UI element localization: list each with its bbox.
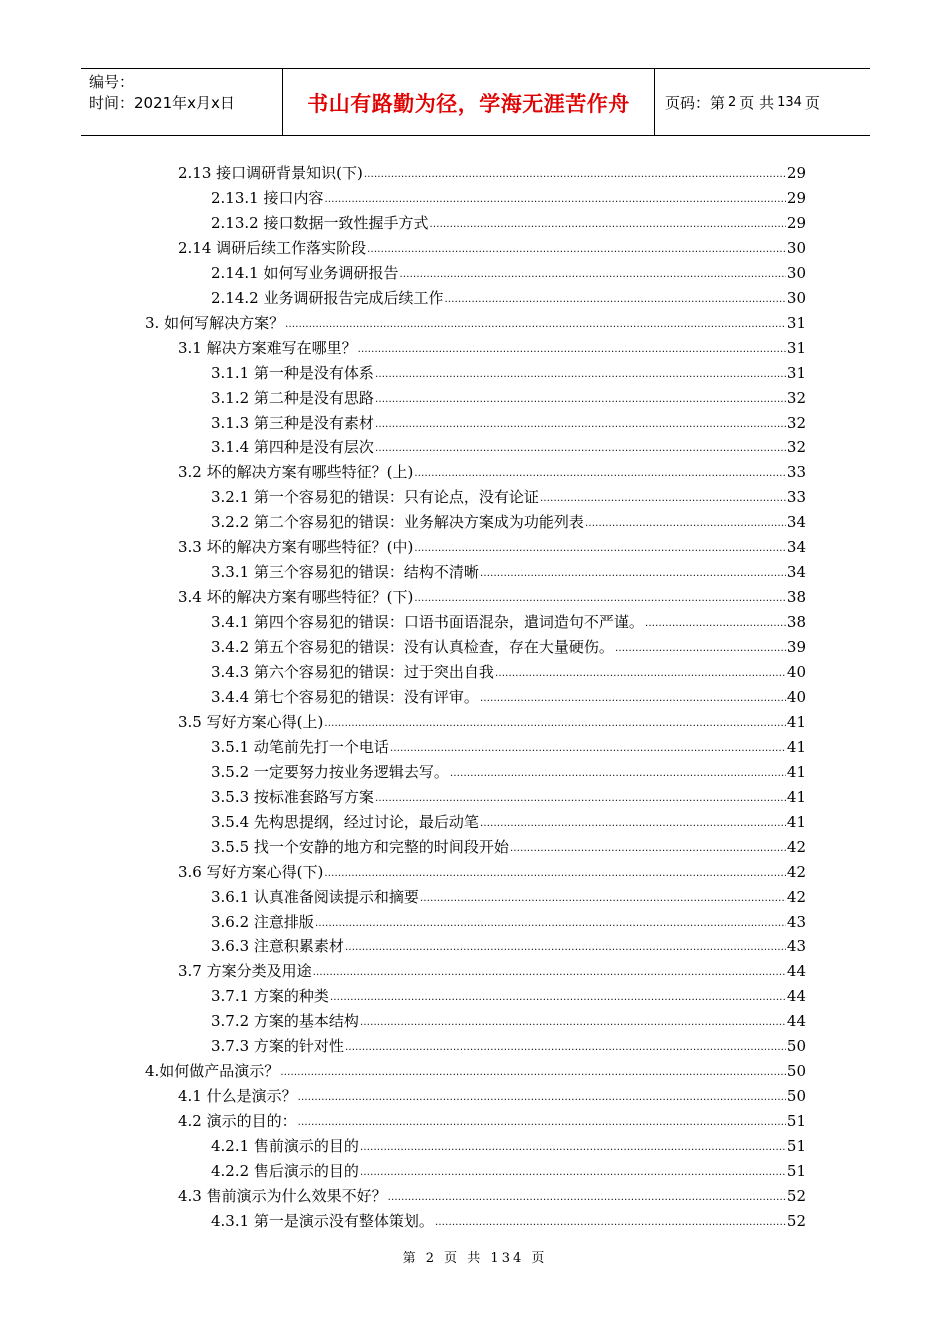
toc-entry[interactable] bbox=[211, 1006, 806, 1031]
toc-entry[interactable] bbox=[211, 432, 806, 457]
page-header bbox=[81, 68, 870, 136]
toc-entry-page: 34 bbox=[786, 563, 806, 582]
document-time: 时间：2021年x月x日 bbox=[89, 94, 235, 112]
toc-leader-dots bbox=[360, 1165, 786, 1181]
toc-leader-dots bbox=[360, 1015, 786, 1031]
toc-entry[interactable] bbox=[211, 757, 806, 782]
toc-entry-page: 52 bbox=[786, 1211, 806, 1230]
toc-entry-page: 40 bbox=[786, 687, 806, 706]
toc-leader-dots bbox=[330, 990, 786, 1006]
toc-entry-page: 38 bbox=[786, 613, 806, 632]
toc-entry-page: 41 bbox=[786, 737, 806, 756]
toc-leader-dots bbox=[298, 1090, 786, 1106]
toc-leader-dots bbox=[358, 342, 786, 358]
toc-leader-dots bbox=[480, 691, 786, 707]
toc-leader-dots bbox=[390, 741, 786, 757]
toc-leader-dots bbox=[367, 242, 786, 258]
toc-entry[interactable] bbox=[211, 408, 806, 433]
toc-entry[interactable] bbox=[211, 882, 806, 907]
toc-entry-title: 2.13 接口调研背景知识(下) bbox=[178, 164, 363, 182]
toc-entry-page: 39 bbox=[786, 638, 806, 657]
toc-leader-dots bbox=[315, 916, 786, 932]
toc-entry-title: 3.7.3 方案的针对性 bbox=[211, 1037, 344, 1056]
toc-leader-dots bbox=[450, 766, 786, 782]
toc-entry[interactable] bbox=[211, 832, 806, 857]
page-total: 134 bbox=[777, 94, 802, 110]
toc-entry-title: 3.4 坏的解决方案有哪些特征？(下) bbox=[178, 588, 414, 607]
toc-leader-dots bbox=[429, 217, 785, 233]
toc-leader-dots bbox=[360, 1140, 786, 1156]
toc-entry-title: 4.2.2 售后演示的目的 bbox=[211, 1162, 359, 1180]
toc-entry-page: 34 bbox=[786, 538, 806, 557]
toc-leader-dots bbox=[375, 392, 786, 408]
page-mid: 页 共 bbox=[739, 93, 775, 112]
header-page-number bbox=[655, 69, 870, 135]
toc-leader-dots bbox=[399, 267, 785, 283]
toc-leader-dots bbox=[324, 192, 785, 208]
toc-entry-title: 3.6.2 注意排版 bbox=[211, 912, 314, 931]
header-meta bbox=[81, 69, 283, 135]
toc-entry-title: 3.3.1 第三个容易犯的错误：结构不清晰 bbox=[211, 563, 479, 582]
toc-entry[interactable] bbox=[178, 1181, 806, 1206]
toc-entry-page: 43 bbox=[786, 912, 806, 931]
toc-entry-title: 3. 如何写解决方案？ bbox=[145, 313, 285, 332]
toc-entry-title: 3.1 解决方案难写在哪里？ bbox=[178, 338, 357, 357]
toc-entry-page: 42 bbox=[786, 862, 806, 881]
toc-leader-dots bbox=[435, 1215, 786, 1231]
toc-entry[interactable] bbox=[211, 208, 806, 233]
toc-entry[interactable] bbox=[211, 1131, 806, 1156]
toc-entry[interactable] bbox=[211, 682, 806, 707]
toc-entry-title: 3.4.4 第七个容易犯的错误：没有评审。 bbox=[211, 687, 479, 706]
toc-entry-title: 3.2.1 第一个容易犯的错误：只有论点，没有论证 bbox=[211, 488, 539, 507]
toc-entry[interactable] bbox=[211, 482, 806, 507]
page-suffix: 页 bbox=[804, 93, 820, 112]
toc-entry-page: 31 bbox=[786, 338, 806, 357]
toc-entry-title: 2.13.2 接口数据一致性握手方式 bbox=[211, 213, 429, 232]
toc-entry-page: 41 bbox=[786, 712, 806, 731]
toc-entry-title: 4.2.1 售前演示的目的 bbox=[211, 1137, 359, 1156]
toc-entry-title: 3.3 坏的解决方案有哪些特征？(中) bbox=[178, 538, 414, 557]
toc-entry-page: 50 bbox=[786, 1037, 806, 1056]
toc-entry-title: 4.3 售前演示为什么效果不好？ bbox=[178, 1186, 387, 1205]
toc-entry-title: 3.1.2 第二种是没有思路 bbox=[211, 388, 374, 407]
toc-entry-page: 41 bbox=[786, 812, 806, 831]
toc-leader-dots bbox=[280, 1065, 786, 1081]
toc-entry-title: 3.1.3 第三种是没有素材 bbox=[211, 413, 374, 432]
toc-entry[interactable] bbox=[211, 557, 806, 582]
toc-leader-dots bbox=[615, 641, 786, 657]
toc-entry[interactable] bbox=[211, 981, 806, 1006]
toc-leader-dots bbox=[480, 816, 786, 832]
toc-leader-dots bbox=[414, 591, 786, 607]
toc-leader-dots bbox=[495, 666, 786, 682]
toc-entry-page: 51 bbox=[786, 1112, 806, 1131]
toc-entry-title: 3.6.3 注意积累素材 bbox=[211, 937, 344, 956]
toc-entry[interactable] bbox=[211, 507, 806, 532]
toc-entry-title: 3.6 写好方案心得(下) bbox=[178, 862, 324, 881]
toc-entry-page: 51 bbox=[786, 1137, 806, 1156]
header-motto-cell bbox=[283, 69, 655, 135]
toc-entry[interactable] bbox=[211, 283, 806, 308]
toc-entry-title: 3.4.2 第五个容易犯的错误：没有认真检查，存在大量硬伤。 bbox=[211, 638, 614, 657]
toc-entry-page: 33 bbox=[786, 463, 806, 482]
toc-leader-dots bbox=[324, 866, 786, 882]
toc-entry-title: 2.14.2 业务调研报告完成后续工作 bbox=[211, 288, 444, 307]
toc-entry-page: 29 bbox=[786, 164, 806, 182]
toc-entry-title: 4.2 演示的目的： bbox=[178, 1112, 297, 1131]
toc-entry-page: 34 bbox=[786, 513, 806, 532]
toc-leader-dots bbox=[324, 716, 786, 732]
toc-leader-dots bbox=[345, 940, 786, 956]
toc-leader-dots bbox=[375, 791, 786, 807]
toc-entry[interactable] bbox=[178, 532, 806, 557]
toc-leader-dots bbox=[298, 1115, 786, 1131]
toc-entry-page: 44 bbox=[786, 962, 806, 981]
toc-entry-page: 50 bbox=[786, 1062, 806, 1081]
toc-leader-dots bbox=[285, 317, 786, 333]
toc-entry[interactable] bbox=[211, 782, 806, 807]
toc-leader-dots bbox=[645, 616, 786, 632]
toc-entry[interactable] bbox=[211, 1156, 806, 1181]
toc-leader-dots bbox=[313, 965, 786, 981]
toc-entry-page: 43 bbox=[786, 937, 806, 956]
toc-entry[interactable] bbox=[178, 956, 806, 981]
toc-entry-page: 32 bbox=[786, 388, 806, 407]
toc-entry-page: 52 bbox=[786, 1186, 806, 1205]
toc-entry-page: 30 bbox=[786, 238, 806, 257]
toc-entry-title: 2.14 调研后续工作落实阶段 bbox=[178, 238, 367, 257]
toc-entry[interactable] bbox=[211, 1206, 806, 1231]
toc-entry-title: 3.5 写好方案心得(上) bbox=[178, 712, 324, 731]
toc-entry-page: 38 bbox=[786, 588, 806, 607]
toc-entry[interactable] bbox=[211, 607, 806, 632]
toc-entry-title: 4.3.1 第一是演示没有整体策划。 bbox=[211, 1211, 434, 1230]
toc-entry-page: 32 bbox=[786, 438, 806, 457]
toc-entry-page: 40 bbox=[786, 663, 806, 681]
header-motto: 书山有路勤为径，学海无涯苦作舟 bbox=[307, 92, 630, 116]
toc-entry-page: 42 bbox=[786, 837, 806, 856]
toc-entry-page: 33 bbox=[786, 488, 806, 507]
toc-leader-dots bbox=[388, 1190, 786, 1206]
toc-leader-dots bbox=[375, 441, 786, 457]
toc-entry-title: 3.5.3 按标准套路写方案 bbox=[211, 787, 374, 806]
toc-leader-dots bbox=[414, 541, 786, 557]
toc-entry-page: 31 bbox=[786, 363, 806, 382]
toc-entry-page: 42 bbox=[786, 887, 806, 906]
toc-entry-page: 51 bbox=[786, 1162, 806, 1180]
toc-entry-title: 4.如何做产品演示？ bbox=[145, 1062, 280, 1081]
toc-entry[interactable] bbox=[145, 1056, 806, 1081]
toc-entry[interactable] bbox=[211, 632, 806, 657]
toc-entry[interactable] bbox=[145, 308, 806, 333]
toc-entry[interactable] bbox=[178, 1081, 806, 1106]
toc-entry[interactable] bbox=[178, 582, 806, 607]
toc-entry-title: 3.5.4 先构思提纲，经过讨论，最后动笔 bbox=[211, 812, 479, 831]
toc-leader-dots bbox=[540, 491, 786, 507]
toc-entry[interactable] bbox=[178, 233, 806, 258]
toc-entry-title: 3.5.5 找一个安静的地方和完整的时间段开始 bbox=[211, 837, 509, 856]
toc-entry-title: 3.1.1 第一种是没有体系 bbox=[211, 363, 374, 382]
toc-entry-title: 3.5.1 动笔前先打一个电话 bbox=[211, 737, 389, 756]
toc-entry-page: 30 bbox=[786, 263, 806, 282]
toc-entry[interactable] bbox=[178, 457, 806, 482]
toc-entry[interactable] bbox=[178, 707, 806, 732]
toc-leader-dots bbox=[510, 841, 786, 857]
toc-entry-page: 44 bbox=[786, 1012, 806, 1031]
toc-entry[interactable] bbox=[211, 183, 806, 208]
toc-leader-dots bbox=[414, 466, 786, 482]
toc-entry[interactable] bbox=[211, 1031, 806, 1056]
toc-entry-title: 3.4.3 第六个容易犯的错误：过于突出自我 bbox=[211, 663, 494, 681]
toc-entry-page: 44 bbox=[786, 987, 806, 1006]
toc-leader-dots bbox=[375, 417, 786, 433]
toc-entry-page: 30 bbox=[786, 288, 806, 307]
toc-entry[interactable] bbox=[178, 333, 806, 358]
toc-entry-title: 3.7.2 方案的基本结构 bbox=[211, 1012, 359, 1031]
toc-entry[interactable] bbox=[211, 383, 806, 408]
toc-entry-title: 4.1 什么是演示？ bbox=[178, 1087, 297, 1106]
toc-entry-page: 29 bbox=[786, 213, 806, 232]
toc-leader-dots bbox=[375, 367, 786, 383]
toc-entry[interactable] bbox=[211, 358, 806, 383]
toc-leader-dots bbox=[364, 167, 786, 183]
toc-entry-page: 50 bbox=[786, 1087, 806, 1106]
toc-entry-title: 3.7 方案分类及用途 bbox=[178, 962, 312, 981]
page-prefix: 页码：第 bbox=[665, 93, 726, 112]
toc-entry-page: 32 bbox=[786, 413, 806, 432]
toc-entry[interactable] bbox=[211, 258, 806, 283]
toc-entry-title: 3.6.1 认真准备阅读提示和摘要 bbox=[211, 887, 419, 906]
toc-entry[interactable] bbox=[211, 931, 806, 956]
toc-entry-title: 2.13.1 接口内容 bbox=[211, 188, 324, 207]
toc-entry-title: 3.1.4 第四种是没有层次 bbox=[211, 438, 374, 457]
toc-entry[interactable] bbox=[178, 1106, 806, 1131]
toc-entry-page: 29 bbox=[786, 188, 806, 207]
toc-leader-dots bbox=[420, 891, 786, 907]
toc-leader-dots bbox=[480, 566, 786, 582]
toc-entry-page: 41 bbox=[786, 787, 806, 806]
toc-entry[interactable] bbox=[178, 158, 806, 183]
toc-entry-title: 3.7.1 方案的种类 bbox=[211, 987, 329, 1006]
document-id-label: 编号： bbox=[89, 73, 135, 91]
toc-entry[interactable] bbox=[178, 857, 806, 882]
toc-entry-page: 41 bbox=[786, 762, 806, 781]
toc-leader-dots bbox=[444, 292, 785, 308]
toc-entry[interactable] bbox=[211, 907, 806, 932]
toc-entry[interactable] bbox=[211, 732, 806, 757]
toc-entry-title: 3.2.2 第二个容易犯的错误：业务解决方案成为功能列表 bbox=[211, 513, 584, 532]
toc-leader-dots bbox=[345, 1040, 786, 1056]
toc-entry[interactable] bbox=[211, 657, 806, 682]
toc-entry-title: 3.5.2 一定要努力按业务逻辑去写。 bbox=[211, 762, 449, 781]
toc-leader-dots bbox=[585, 516, 786, 532]
toc-entry-title: 2.14.1 如何写业务调研报告 bbox=[211, 263, 399, 282]
toc-entry[interactable] bbox=[211, 807, 806, 832]
toc-entry-title: 3.2 坏的解决方案有哪些特征？(上) bbox=[178, 463, 414, 482]
toc-entry-page: 31 bbox=[786, 313, 806, 332]
page-footer: 第 2 页 共 134 页 bbox=[402, 1251, 548, 1266]
toc-entry-title: 3.4.1 第四个容易犯的错误：口语书面语混杂，遣词造句不严谨。 bbox=[211, 613, 644, 632]
page-current: 2 bbox=[728, 94, 737, 110]
